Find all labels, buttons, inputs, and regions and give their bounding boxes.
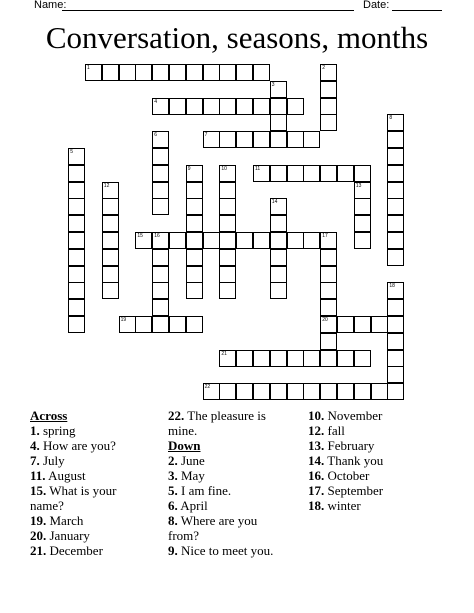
worksheet-header: [0, 0, 474, 14]
clue-number: 8: [389, 115, 393, 122]
clue-number: 17: [322, 233, 328, 239]
grid-cell[interactable]: [219, 232, 236, 249]
grid-cell[interactable]: [320, 282, 337, 299]
grid-cell[interactable]: [320, 299, 337, 316]
grid-cell[interactable]: [219, 198, 236, 215]
grid-cell[interactable]: [354, 383, 371, 400]
clue-across-4: 4. How are you?: [30, 438, 116, 453]
clue-number: 14: [271, 199, 278, 206]
clue-number: 21: [221, 350, 227, 357]
grid-cell[interactable]: [219, 182, 236, 199]
grid-cell[interactable]: [85, 64, 102, 81]
grid-cell[interactable]: [152, 266, 169, 283]
clue-number: 4: [154, 98, 157, 105]
clue-number: 20: [322, 317, 328, 323]
puzzle-title: Conversation, seasons, months: [45, 20, 429, 55]
grid-cell[interactable]: [253, 165, 270, 182]
grid-cell[interactable]: [287, 232, 304, 249]
grid-cell[interactable]: [371, 316, 388, 333]
grid-cell[interactable]: [186, 249, 203, 266]
grid-cell[interactable]: [320, 232, 337, 249]
grid-cell[interactable]: [337, 165, 354, 182]
grid-cell[interactable]: [102, 64, 119, 81]
grid-cell[interactable]: [387, 282, 404, 299]
grid-cell[interactable]: [354, 165, 371, 182]
grid-cell[interactable]: [186, 266, 203, 283]
clue-number: 19: [120, 317, 127, 323]
grid-cell[interactable]: [270, 81, 287, 98]
grid-cell[interactable]: [219, 215, 236, 232]
clues-column-3: [308, 408, 438, 513]
grid-cell[interactable]: [236, 232, 253, 249]
grid-cell[interactable]: [253, 350, 270, 367]
grid-cell[interactable]: [152, 299, 169, 316]
grid-cell[interactable]: [303, 350, 320, 367]
grid-cell[interactable]: [287, 350, 304, 367]
grid-cell[interactable]: [253, 64, 270, 81]
clue-number: 18: [389, 283, 395, 290]
grid-cell[interactable]: [337, 383, 354, 400]
clue-down-14: 14. Thank you: [308, 453, 384, 468]
grid-cell[interactable]: [303, 131, 320, 148]
clue-down-10: 10. November: [308, 408, 383, 423]
grid-cell[interactable]: [387, 198, 404, 215]
clue-across-22: 22. The pleasure is mine.: [168, 408, 266, 438]
grid-cell[interactable]: [270, 198, 287, 215]
grid-cell[interactable]: [68, 215, 85, 232]
grid-cell[interactable]: [152, 316, 169, 333]
grid-cell[interactable]: [152, 282, 169, 299]
grid-cell[interactable]: [236, 350, 253, 367]
grid-cell[interactable]: [219, 350, 236, 367]
grid-cell[interactable]: [135, 316, 152, 333]
clue-across-7: 7. July: [30, 453, 65, 468]
grid-cell[interactable]: [236, 131, 253, 148]
grid-cell[interactable]: [287, 131, 304, 148]
grid-cell[interactable]: [320, 316, 337, 333]
clue-down-3: 3. May: [168, 468, 205, 483]
grid-cell[interactable]: [270, 98, 287, 115]
grid-cell[interactable]: [320, 165, 337, 182]
clue-number: 5: [70, 149, 73, 155]
grid-cell[interactable]: [119, 64, 136, 81]
grid-cell[interactable]: [68, 148, 85, 165]
grid-cell[interactable]: [68, 198, 85, 215]
grid-cell[interactable]: [337, 350, 354, 367]
name-label: Name:: [34, 0, 67, 11]
down-heading: Down: [168, 438, 201, 453]
grid-cell[interactable]: [102, 266, 119, 283]
grid-cell[interactable]: [320, 98, 337, 115]
clue-down-12: 12. fall: [308, 423, 345, 438]
grid-cell[interactable]: [119, 316, 136, 333]
grid-cell[interactable]: [387, 232, 404, 249]
grid-cell[interactable]: [320, 64, 337, 81]
grid-cell[interactable]: [68, 282, 85, 299]
grid-cell[interactable]: [68, 299, 85, 316]
grid-cell[interactable]: [152, 232, 169, 249]
clue-down-13: 13. February: [308, 438, 375, 453]
grid-cell[interactable]: [270, 249, 287, 266]
clues-column-2: [168, 408, 280, 558]
grid-cell[interactable]: [270, 131, 287, 148]
grid-cell[interactable]: [387, 249, 404, 266]
grid-cell[interactable]: [387, 366, 404, 383]
grid-cell[interactable]: [219, 383, 236, 400]
clue-number: 10: [221, 165, 227, 172]
grid-cell[interactable]: [387, 316, 404, 333]
clue-across-21: 21. December: [30, 543, 103, 558]
grid-cell[interactable]: [354, 198, 371, 215]
grid-cell[interactable]: [354, 350, 371, 367]
grid-cell[interactable]: [152, 182, 169, 199]
grid-cell[interactable]: [152, 165, 169, 182]
grid-cell[interactable]: [387, 165, 404, 182]
grid-cell[interactable]: [102, 182, 119, 199]
grid-cell[interactable]: [270, 383, 287, 400]
grid-cell[interactable]: [236, 383, 253, 400]
clue-number: 22: [204, 384, 211, 391]
grid-cell[interactable]: [135, 64, 152, 81]
clue-down-17: 17. September: [308, 483, 384, 498]
date-line: [392, 10, 442, 11]
grid-cell[interactable]: [186, 198, 203, 215]
clue-down-18: 18. winter: [308, 498, 361, 513]
grid-cell[interactable]: [186, 64, 203, 81]
grid-cell[interactable]: [186, 282, 203, 299]
grid-cell[interactable]: [68, 232, 85, 249]
clue-across-15: 15. What is your name?: [30, 483, 117, 513]
grid-cell[interactable]: [371, 383, 388, 400]
grid-cell[interactable]: [270, 165, 287, 182]
grid-cell[interactable]: [387, 148, 404, 165]
date-label: Date:: [363, 0, 390, 11]
clue-number: 2: [322, 65, 325, 71]
clue-across-1: 1. spring: [30, 423, 76, 438]
grid-cell[interactable]: [320, 81, 337, 98]
grid-cell[interactable]: [354, 215, 371, 232]
grid-cell[interactable]: [219, 131, 236, 148]
grid-cell[interactable]: [203, 131, 220, 148]
grid-cell[interactable]: [186, 215, 203, 232]
grid-cell[interactable]: [253, 98, 270, 115]
grid-cell[interactable]: [169, 232, 186, 249]
grid-cell[interactable]: [354, 232, 371, 249]
grid-cell[interactable]: [135, 232, 152, 249]
name-line: [62, 10, 354, 11]
clue-down-2: 2. June: [168, 453, 205, 468]
grid-cell[interactable]: [287, 98, 304, 115]
grid-cell[interactable]: [387, 182, 404, 199]
grid-cell[interactable]: [219, 98, 236, 115]
clue-down-6: 6. April: [168, 498, 208, 513]
clues-column-1: [30, 408, 160, 558]
clue-down-9: 9. Nice to meet you.: [168, 543, 274, 558]
grid-cell[interactable]: [387, 333, 404, 350]
grid-cell[interactable]: [102, 215, 119, 232]
grid-cell[interactable]: [387, 131, 404, 148]
grid-cell[interactable]: [337, 316, 354, 333]
grid-cell[interactable]: [152, 98, 169, 115]
grid-cell[interactable]: [270, 215, 287, 232]
clue-across-11: 11. August: [30, 468, 86, 483]
grid-cell[interactable]: [102, 232, 119, 249]
grid-cell[interactable]: [102, 282, 119, 299]
grid-cell[interactable]: [320, 333, 337, 350]
grid-cell[interactable]: [387, 299, 404, 316]
grid-cell[interactable]: [270, 266, 287, 283]
grid-cell[interactable]: [253, 383, 270, 400]
grid-cell[interactable]: [68, 266, 85, 283]
grid-cell[interactable]: [354, 182, 371, 199]
grid-cell[interactable]: [68, 249, 85, 266]
grid-cell[interactable]: [203, 64, 220, 81]
grid-cell[interactable]: [219, 282, 236, 299]
grid-cell[interactable]: [102, 198, 119, 215]
clue-across-20: 20. January: [30, 528, 90, 543]
grid-cell[interactable]: [68, 316, 85, 333]
grid-cell[interactable]: [303, 165, 320, 182]
grid-cell[interactable]: [203, 232, 220, 249]
clue-number: 15: [137, 233, 143, 239]
clue-number: 1: [87, 65, 90, 71]
grid-cell[interactable]: [186, 232, 203, 249]
grid-cell[interactable]: [320, 350, 337, 367]
grid-cell[interactable]: [152, 148, 169, 165]
grid-cell[interactable]: [152, 64, 169, 81]
clue-number: 9: [187, 165, 191, 172]
grid-cell[interactable]: [219, 266, 236, 283]
clue-down-16: 16. October: [308, 468, 370, 483]
grid-cell[interactable]: [387, 383, 404, 400]
clue-down-8: 8. Where are you from?: [168, 513, 258, 543]
grid-cell[interactable]: [303, 383, 320, 400]
grid-cell[interactable]: [354, 316, 371, 333]
grid-cell[interactable]: [68, 182, 85, 199]
grid-cell[interactable]: [287, 165, 304, 182]
grid-cell[interactable]: [303, 232, 320, 249]
grid-cell[interactable]: [169, 98, 186, 115]
grid-cell[interactable]: [270, 350, 287, 367]
grid-cell[interactable]: [152, 198, 169, 215]
grid-cell[interactable]: [203, 383, 220, 400]
grid-cell[interactable]: [68, 165, 85, 182]
grid-cell[interactable]: [236, 98, 253, 115]
grid-cell[interactable]: [253, 232, 270, 249]
grid-cell[interactable]: [203, 98, 220, 115]
grid-cell[interactable]: [320, 266, 337, 283]
grid-cell[interactable]: [270, 232, 287, 249]
grid-cell[interactable]: [270, 282, 287, 299]
clue-number: 7: [204, 132, 208, 139]
grid-cell[interactable]: [236, 64, 253, 81]
grid-cell[interactable]: [186, 165, 203, 182]
clue-number: 13: [355, 182, 362, 189]
grid-cell[interactable]: [387, 114, 404, 131]
grid-cell[interactable]: [152, 249, 169, 266]
grid-cell[interactable]: [186, 182, 203, 199]
grid-cell[interactable]: [320, 383, 337, 400]
grid-cell[interactable]: [253, 131, 270, 148]
grid-cell[interactable]: [152, 131, 169, 148]
clue-number: 6: [154, 132, 157, 139]
grid-cell[interactable]: [287, 383, 304, 400]
grid-cell[interactable]: [270, 114, 287, 131]
clue-down-5: 5. I am fine.: [168, 483, 232, 498]
grid-cell[interactable]: [102, 249, 119, 266]
grid-cell[interactable]: [169, 316, 186, 333]
grid-cell[interactable]: [387, 350, 404, 367]
grid-cell[interactable]: [219, 64, 236, 81]
grid-cell[interactable]: [186, 98, 203, 115]
grid-cell[interactable]: [320, 114, 337, 131]
grid-cell[interactable]: [219, 165, 236, 182]
clue-number: 12: [103, 182, 110, 189]
clue-number: 3: [271, 81, 275, 88]
grid-cell[interactable]: [169, 64, 186, 81]
grid-cell[interactable]: [186, 316, 203, 333]
clue-number: 16: [154, 233, 160, 239]
grid-cell[interactable]: [219, 249, 236, 266]
grid-cell[interactable]: [387, 215, 404, 232]
clue-number: 11: [255, 165, 261, 172]
across-heading: Across: [30, 408, 68, 423]
clue-across-19: 19. March: [30, 513, 84, 528]
grid-cell[interactable]: [320, 249, 337, 266]
